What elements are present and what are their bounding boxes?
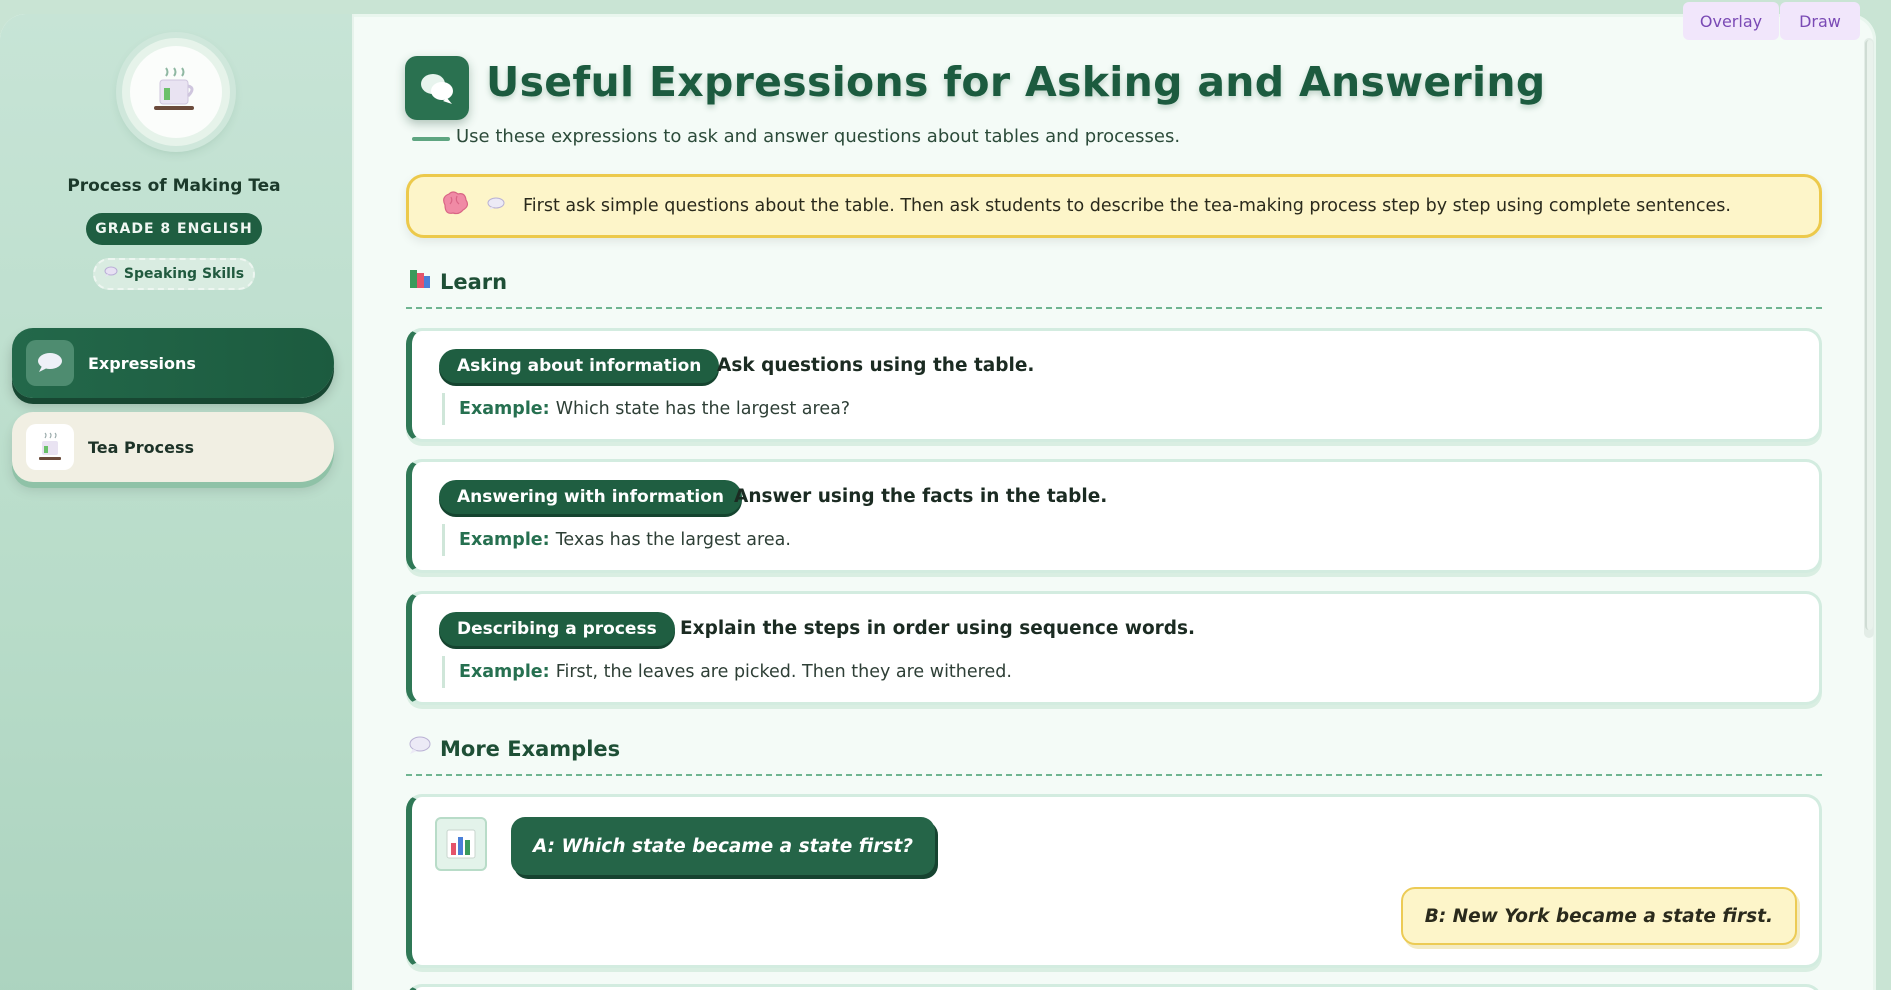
tea-cup-icon <box>26 424 74 470</box>
grade-badge: GRADE 8 ENGLISH <box>86 213 262 245</box>
page-subtitle: Use these expressions to ask and answer questions about tables and processes. <box>456 126 1181 147</box>
expression-card <box>406 328 1822 442</box>
chat-bubbles-icon <box>405 56 469 120</box>
nav-label: Expressions <box>88 353 196 373</box>
speech-bubble-icon <box>104 266 118 282</box>
expression-description: Ask questions using the table. <box>717 355 1035 376</box>
course-title: Process of Making Tea <box>67 176 281 196</box>
skill-label: Speaking Skills <box>123 266 245 282</box>
nav-item-tea-process[interactable] <box>12 412 334 482</box>
overlay-button[interactable]: Overlay <box>1683 2 1779 40</box>
nav-item-expressions[interactable] <box>12 328 334 398</box>
brain-icon <box>439 191 469 222</box>
learn-heading <box>408 268 507 295</box>
teacher-note-text: First ask simple questions about the table. Then ask students to describe the tea-making process step by step using complete sentences. <box>523 196 1731 216</box>
books-icon <box>408 268 432 295</box>
answer-bubble: B: New York became a state first. <box>1401 887 1797 945</box>
more-examples-heading <box>408 736 620 761</box>
divider <box>406 307 1822 309</box>
nav-label: Tea Process <box>88 437 194 457</box>
expression-card <box>406 591 1822 705</box>
dialog-card <box>406 984 1822 990</box>
expression-tag: Answering with information <box>439 480 742 514</box>
section-title: Learn <box>440 269 508 294</box>
example-label: Example: <box>459 399 550 419</box>
expression-card <box>406 459 1822 573</box>
expression-example <box>442 393 850 425</box>
example-label: Example: <box>459 530 550 550</box>
example-text: First, the leaves are picked. Then they are withered. <box>555 662 1012 682</box>
example-text: Which state has the largest area? <box>555 399 851 419</box>
scrollbar-thumb[interactable] <box>1865 40 1873 630</box>
sidebar <box>0 14 354 990</box>
divider <box>406 774 1822 776</box>
draw-button[interactable]: Draw <box>1780 2 1860 40</box>
speech-bubble-icon <box>487 196 505 216</box>
expression-description: Answer using the facts in the table. <box>734 486 1108 507</box>
expression-example <box>442 524 791 556</box>
logo-badge <box>122 38 230 146</box>
app-frame <box>0 14 1876 990</box>
expression-tag: Describing a process <box>439 612 675 646</box>
tea-cup-icon <box>130 46 222 138</box>
main-content <box>356 14 1856 990</box>
example-label: Example: <box>459 662 550 682</box>
bar-chart-icon <box>435 817 487 871</box>
example-text: Texas has the largest area. <box>555 530 791 550</box>
expression-example <box>442 656 1012 688</box>
page-title: Useful Expressions for Asking and Answering <box>486 58 1546 106</box>
dialog-card <box>406 794 1822 968</box>
subtitle-accent <box>412 137 450 141</box>
expression-description: Explain the steps in order using sequence words. <box>680 618 1196 639</box>
speech-bubble-icon <box>26 340 74 386</box>
skill-badge <box>93 258 255 290</box>
question-bubble: A: Which state became a state first? <box>511 817 935 875</box>
expression-tag: Asking about information <box>439 349 719 383</box>
teacher-note <box>406 174 1822 238</box>
section-title: More Examples <box>440 736 621 761</box>
speech-bubble-icon <box>408 736 432 761</box>
